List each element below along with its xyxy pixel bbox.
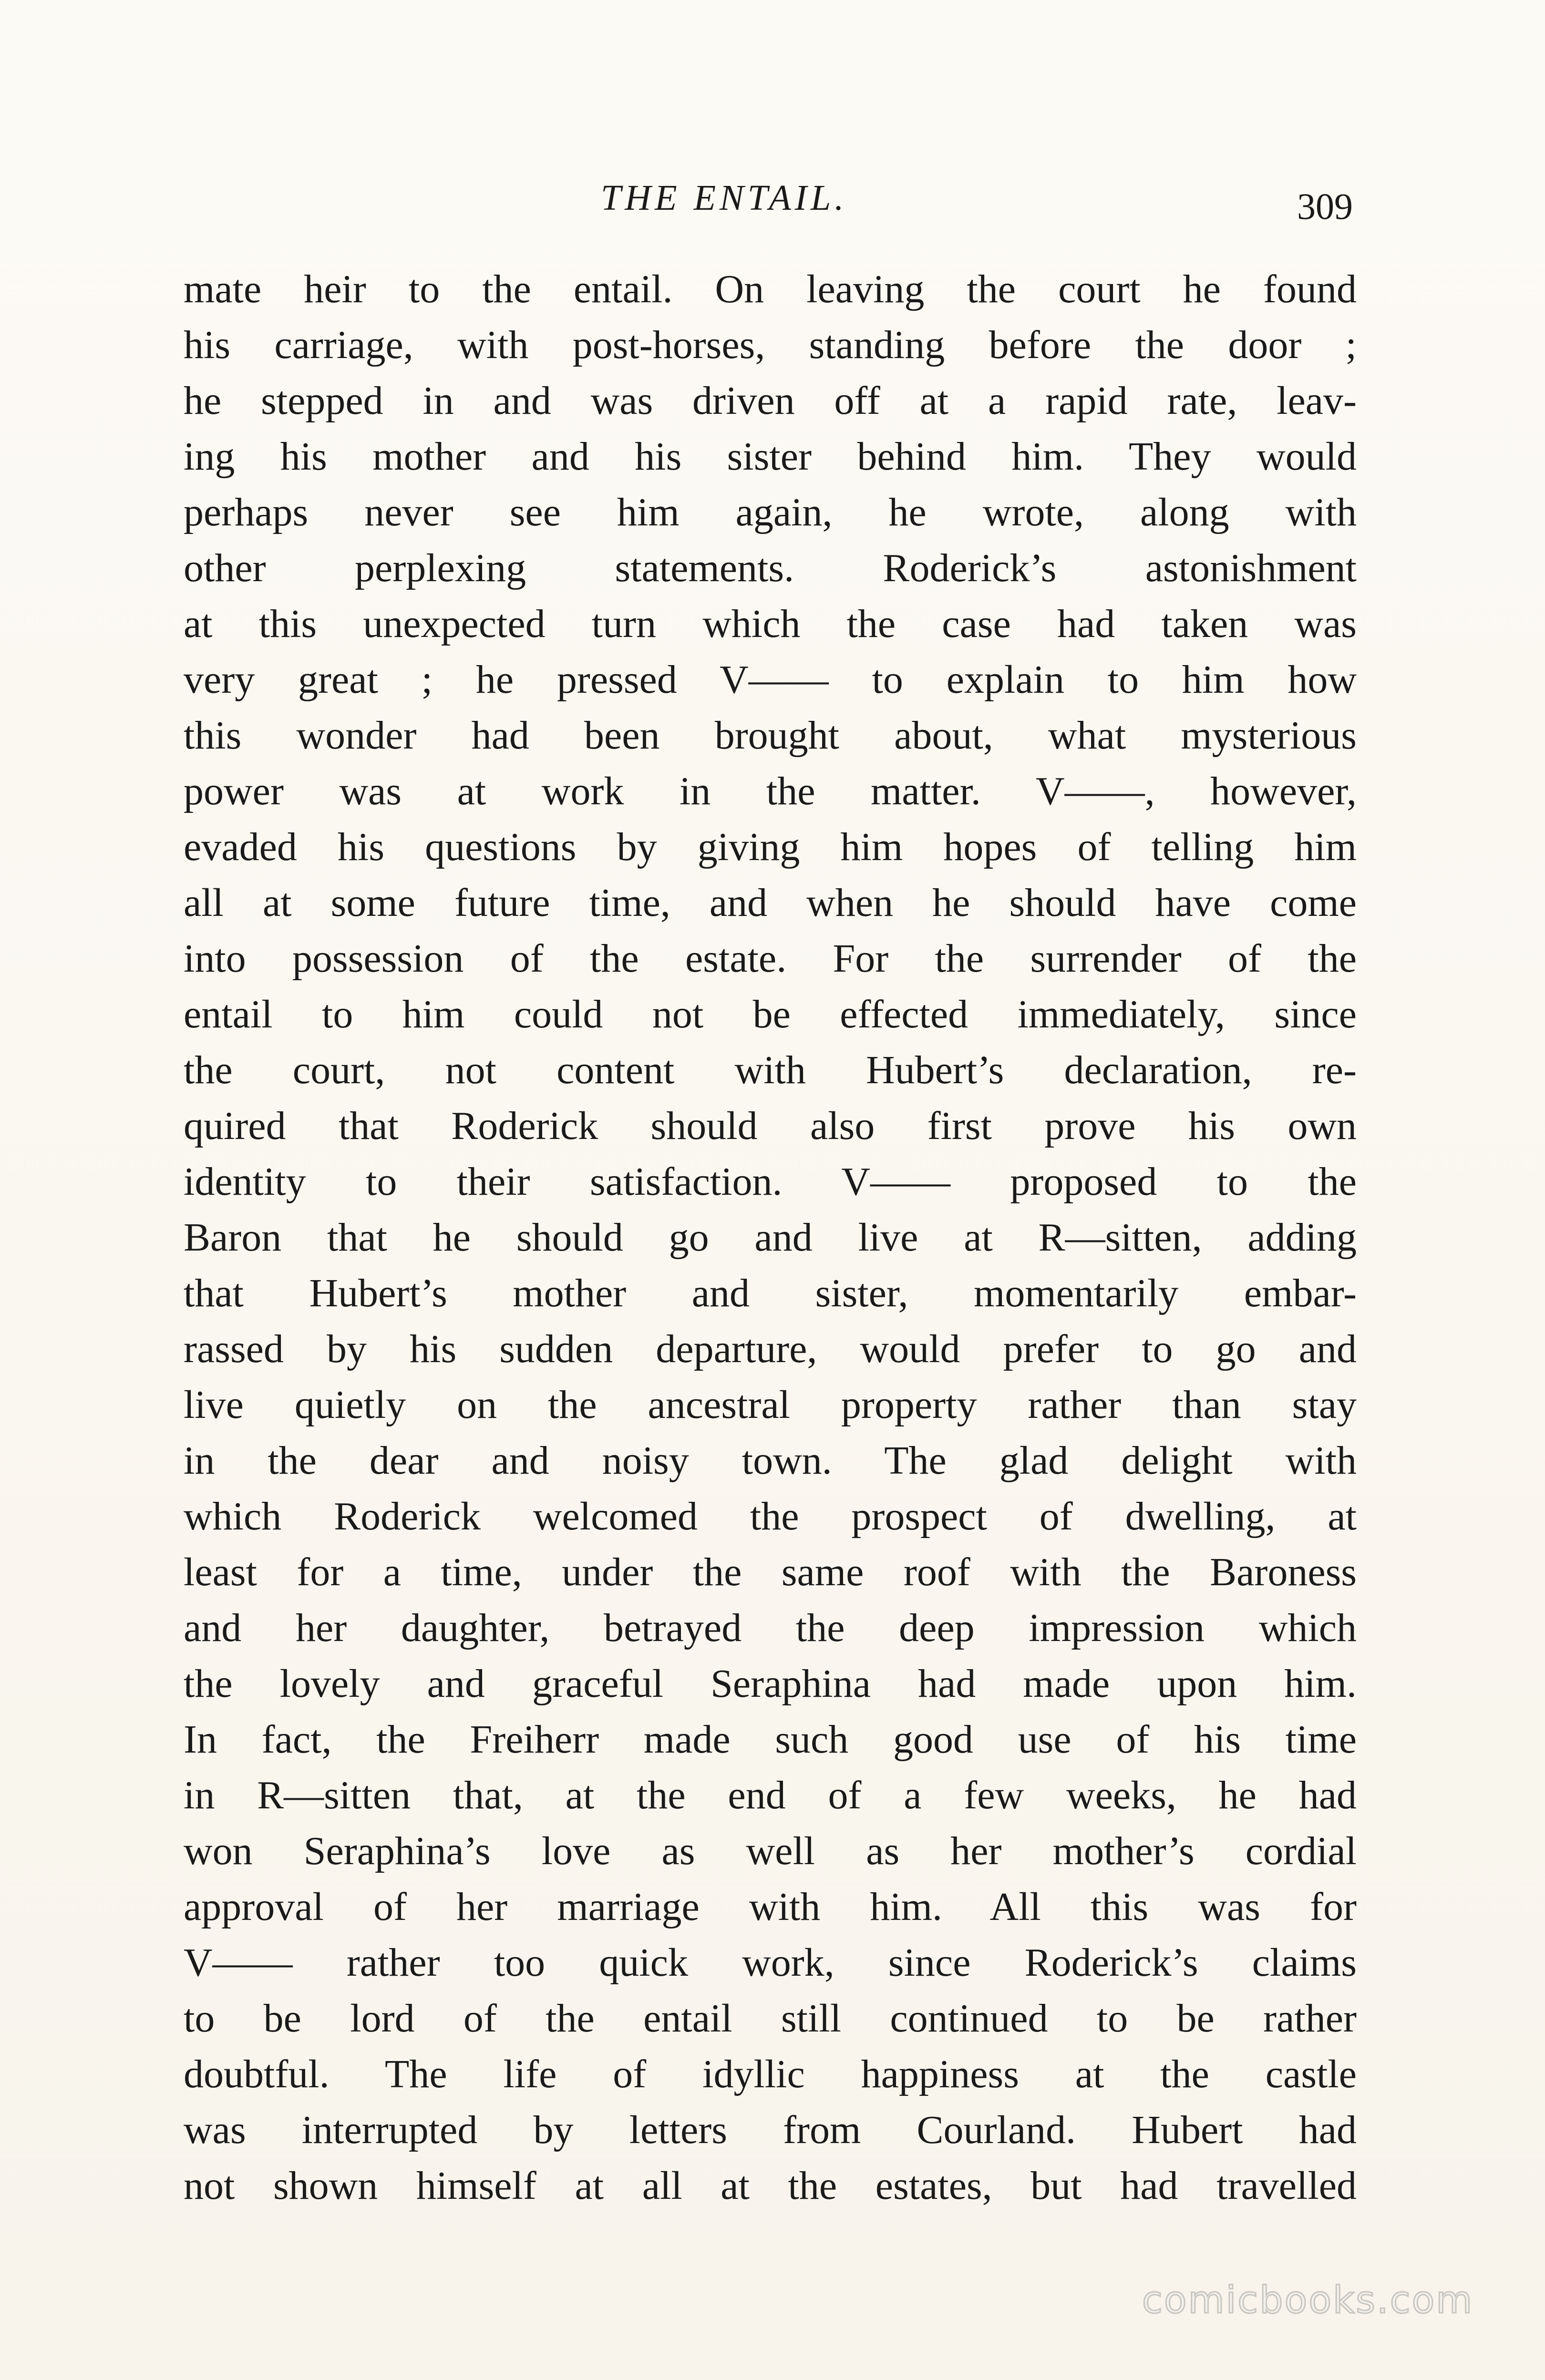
text-line: was interrupted by letters from Courland. Hubert had [184, 2108, 1357, 2152]
text-line: and her daughter, betrayed the deep impression which [184, 1606, 1357, 1650]
text-line: rassed by his sudden departure, would prefer to go and [184, 1327, 1357, 1371]
text-line: V—— rather too quick work, since Roderick’s claims [184, 1940, 1357, 1985]
text-line: the lovely and graceful Seraphina had made upon him. [184, 1662, 1357, 1706]
text-line: won Seraphina’s love as well as her mother’s cordial [184, 1829, 1357, 1873]
text-line: to be lord of the entail still continued to be rather [184, 1996, 1357, 2041]
watermark: comicbooks.com [1142, 2279, 1474, 2322]
text-line: live quietly on the ancestral property rather than stay [184, 1383, 1357, 1427]
text-line: identity to their satisfaction. V—— proposed to the [184, 1159, 1357, 1204]
text-line: that Hubert’s mother and sister, momentarily embar- [184, 1271, 1357, 1315]
text-line: this wonder had been brought about, what mysterious [184, 713, 1357, 758]
text-line: In fact, the Freiherr made such good use of his time [184, 1717, 1357, 1762]
text-line: ing his mother and his sister behind him. They would [184, 434, 1357, 479]
text-line: in R—sitten that, at the end of a few weeks, he had [184, 1773, 1357, 1817]
text-line: not shown himself at all at the estates, but had travelled [184, 2164, 1357, 2208]
text-line: least for a time, under the same roof with the Baroness [184, 1550, 1357, 1594]
text-line: entail to him could not be effected immediately, since [184, 992, 1357, 1036]
text-line: at this unexpected turn which the case had taken was [184, 602, 1357, 646]
text-line: the court, not content with Hubert’s declaration, re- [184, 1048, 1357, 1092]
text-line: all at some future time, and when he should have come [184, 881, 1357, 925]
running-head [0, 164, 1545, 231]
text-line: his carriage, with post-horses, standing before the door ; [184, 323, 1357, 367]
text-line: Baron that he should go and live at R—sitten, adding [184, 1215, 1357, 1260]
text-line: power was at work in the matter. V——, however, [184, 769, 1357, 813]
page-number: 309 [1297, 185, 1353, 227]
text-line: other perplexing statements. Roderick’s astonishment [184, 546, 1357, 590]
text-line: perhaps never see him again, he wrote, along with [184, 490, 1357, 534]
running-title: THE ENTAIL. [601, 178, 848, 218]
text-line: into possession of the estate. For the surrender of the [184, 936, 1357, 981]
text-line: which Roderick welcomed the prospect of dwelling, at [184, 1494, 1357, 1539]
text-line: in the dear and noisy town. The glad delight with [184, 1438, 1357, 1483]
text-line: he stepped in and was driven off at a rapid rate, leav- [184, 379, 1357, 423]
text-line: approval of her marriage with him. All this was for [184, 1885, 1357, 1929]
text-line: mate heir to the entail. On leaving the court he found [184, 267, 1357, 311]
body-text [184, 261, 1357, 2214]
text-line: quired that Roderick should also first prove his own [184, 1104, 1357, 1148]
text-line: doubtful. The life of idyllic happiness at the castle [184, 2052, 1357, 2096]
text-line: very great ; he pressed V—— to explain to him how [184, 657, 1357, 702]
text-line: evaded his questions by giving him hopes of telling him [184, 825, 1357, 869]
